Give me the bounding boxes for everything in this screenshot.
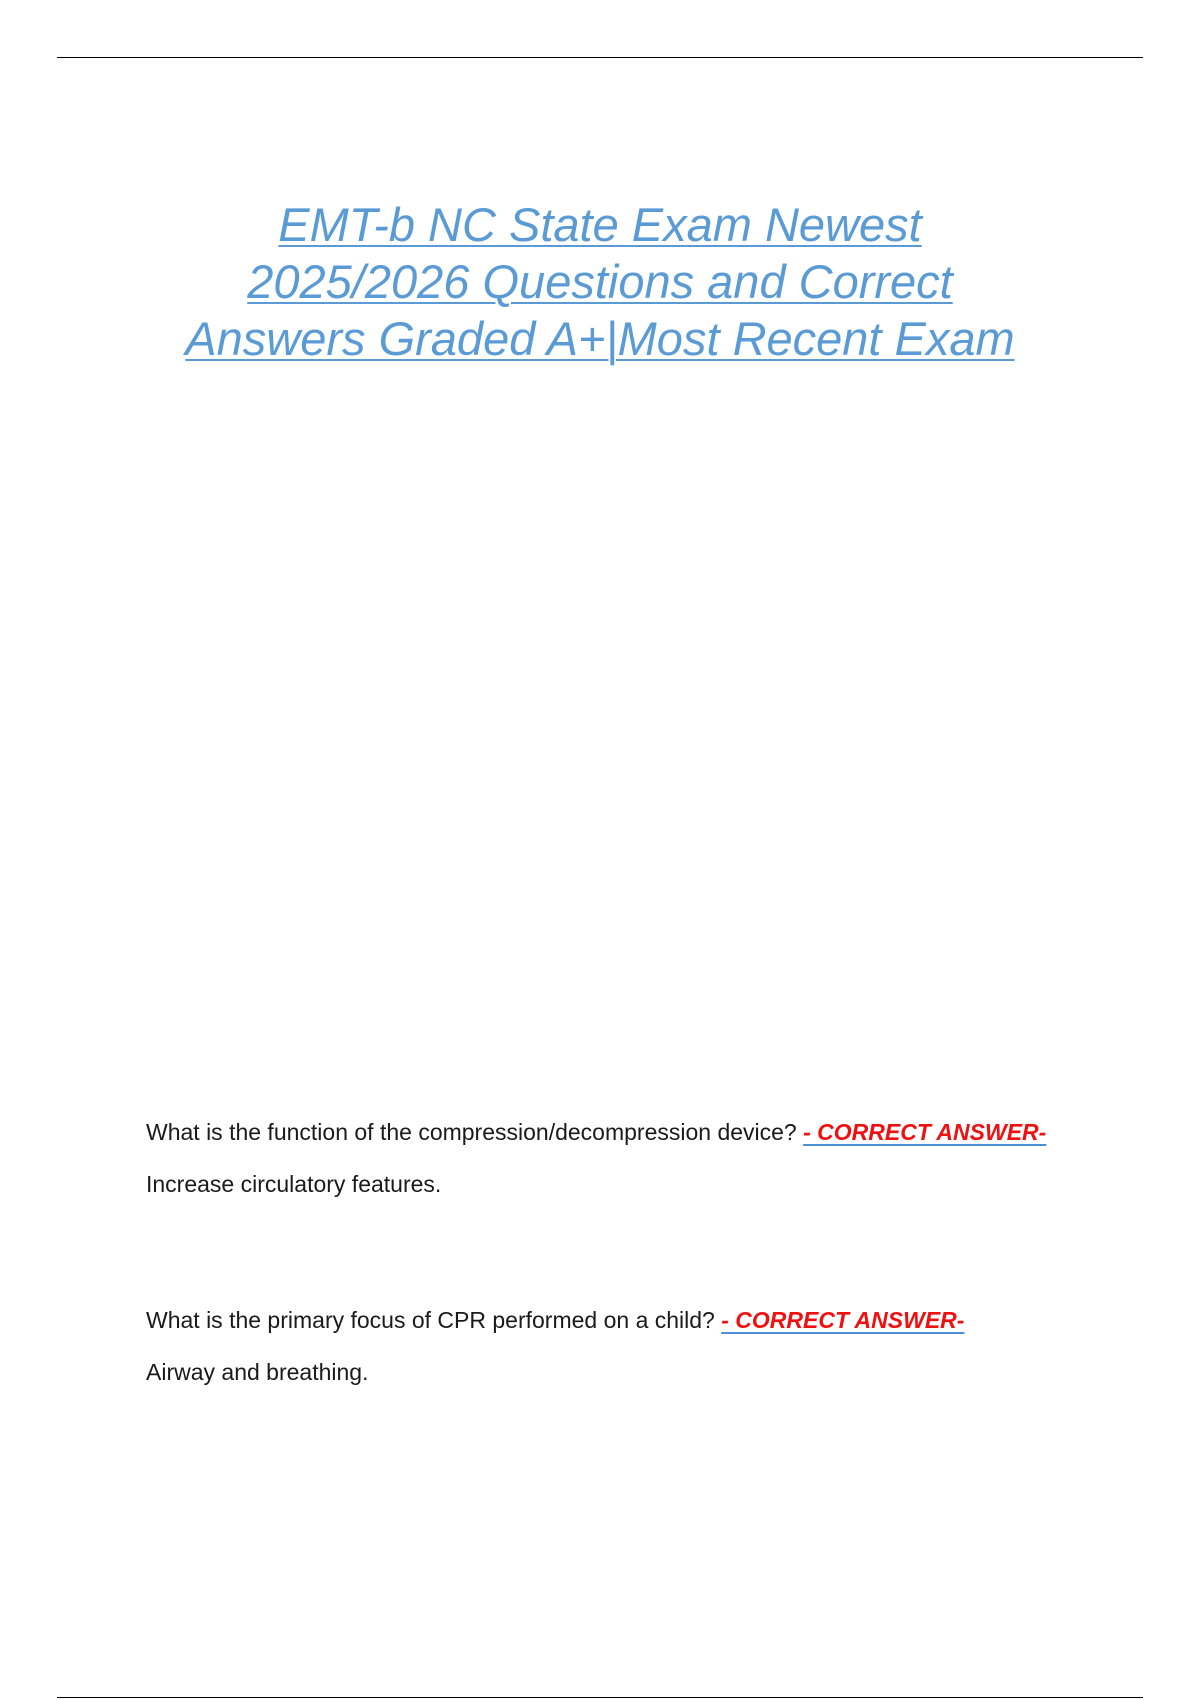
question-text: What is the primary focus of CPR performed on a child? <box>146 1307 722 1333</box>
title-line-2: 2025/2026 Questions and Correct <box>247 255 953 308</box>
document-title <box>100 196 1100 367</box>
correct-answer-label: - CORRECT ANSWER- <box>803 1119 1047 1145</box>
answer-text: Airway and breathing. <box>146 1359 369 1385</box>
title-line-1: EMT-b NC State Exam Newest <box>278 198 922 251</box>
question-text: What is the function of the compression/decompression device? <box>146 1119 804 1145</box>
top-rule <box>57 57 1143 58</box>
qa-item-1 <box>146 1106 1086 1210</box>
title-line-3: Answers Graded A+|Most Recent Exam <box>185 312 1015 365</box>
answer-text: Increase circulatory features. <box>146 1171 442 1197</box>
qa-item-2 <box>146 1294 1086 1398</box>
correct-answer-label: - CORRECT ANSWER- <box>721 1307 965 1333</box>
bottom-rule <box>57 1697 1143 1698</box>
